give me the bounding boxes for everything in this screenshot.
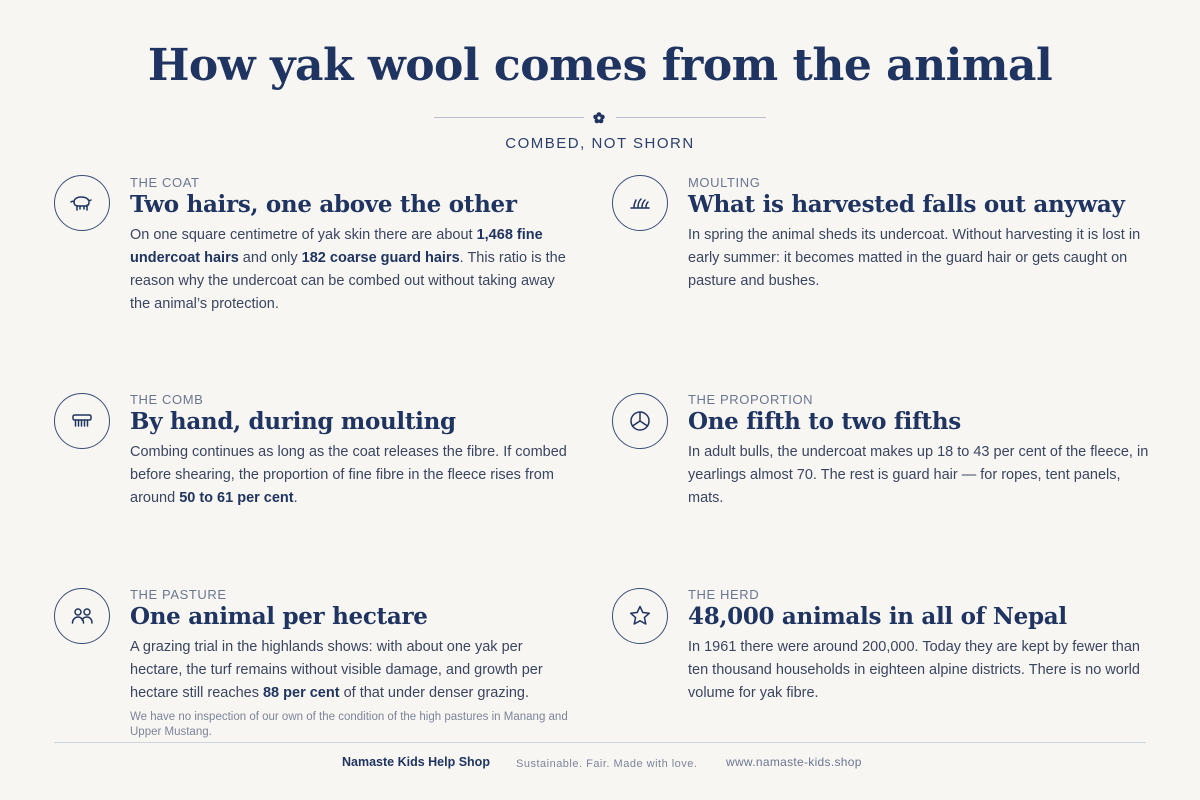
body-text: On one square centimetre of yak skin there are about xyxy=(130,227,477,243)
title-divider xyxy=(434,110,766,126)
card-body xyxy=(688,224,1158,293)
card-the-comb xyxy=(130,392,570,510)
card-body xyxy=(130,636,570,705)
star-icon xyxy=(627,603,653,629)
body-text: In 1961 there were around 200,000. Today they are kept by fewer than ten thousand households in eighteen alpine districts. There is no world volume for yak fibre. xyxy=(688,639,1140,701)
people-icon-badge xyxy=(54,588,110,644)
card-kicker: THE PASTURE xyxy=(130,587,227,602)
body-text: In adult bulls, the undercoat makes up 18 to 43 per cent of the fleece, in yearlings almost 70. The rest is guard hair — for ropes, tent panels, mats. xyxy=(688,444,1149,506)
card-kicker: THE PROPORTION xyxy=(688,392,814,407)
highlight-figure: 1,468 fine undercoat hairs xyxy=(130,227,543,266)
yak-icon xyxy=(69,190,95,216)
card-the-pasture xyxy=(130,587,570,740)
body-text: In spring the animal sheds its undercoat. Without harvesting it is lost in early summer: it becomes matted in the guard hair or gets caught on pasture and bushes. xyxy=(688,227,1141,289)
card-body xyxy=(130,441,570,510)
footer-tagline: Sustainable. Fair. Made with love. xyxy=(516,758,698,770)
flower-ornament-icon xyxy=(591,110,607,126)
card-heading: One fifth to two fifths xyxy=(688,408,961,435)
card-body xyxy=(688,636,1158,705)
card-the-herd xyxy=(688,587,1158,705)
yak-icon-badge xyxy=(54,175,110,231)
card-kicker: THE COAT xyxy=(130,175,200,190)
highlight-figure: 182 coarse guard hairs xyxy=(301,250,460,266)
comb-icon-badge xyxy=(54,393,110,449)
body-text: and only xyxy=(238,250,302,266)
card-heading: 48,000 animals in all of Nepal xyxy=(688,603,1067,630)
star-icon-badge xyxy=(612,588,668,644)
grass-icon xyxy=(627,190,653,216)
footer-url-link[interactable]: www.namaste-kids.shop xyxy=(726,755,862,769)
pie-chart-icon xyxy=(627,408,653,434)
body-text: A grazing trial in the highlands shows: with about one yak per hectare, the turf remains without visible damage, and growth per hectare still reaches xyxy=(130,639,543,701)
card-the-proportion xyxy=(688,392,1158,510)
card-kicker: MOULTING xyxy=(688,175,761,190)
page-subtitle: COMBED, NOT SHORN xyxy=(505,135,695,152)
card-heading: By hand, during moulting xyxy=(130,408,456,435)
card-heading: What is harvested falls out anyway xyxy=(688,191,1125,218)
card-the-coat xyxy=(130,175,570,316)
highlight-figure: 50 to 61 per cent xyxy=(179,490,294,506)
body-text: . xyxy=(293,490,298,506)
body-text: . This ratio is the reason why the undercoat can be combed out without taking away the animal’s protection. xyxy=(130,250,566,312)
body-text: of that under denser grazing. xyxy=(339,685,529,701)
card-heading: One animal per hectare xyxy=(130,603,428,630)
footer-brand: Namaste Kids Help Shop xyxy=(342,755,490,769)
card-moulting xyxy=(688,175,1158,293)
card-kicker: THE COMB xyxy=(130,392,204,407)
card-body xyxy=(130,224,570,316)
card-kicker: THE HERD xyxy=(688,587,760,602)
people-icon xyxy=(69,603,95,629)
highlight-figure: 88 per cent xyxy=(262,685,340,701)
card-heading: Two hairs, one above the other xyxy=(130,191,517,218)
comb-icon xyxy=(69,408,95,434)
pie-chart-icon-badge xyxy=(612,393,668,449)
page-title: How yak wool comes from the animal xyxy=(147,40,1053,91)
card-footnote: We have no inspection of our own of the condition of the high pastures in Manang and Upper Mustang. xyxy=(130,711,568,738)
card-body xyxy=(688,441,1158,510)
grass-icon-badge xyxy=(612,175,668,231)
footer-divider xyxy=(54,742,1146,743)
body-text: Combing continues as long as the coat releases the fibre. If combed before shearing, the proportion of fine fibre in the fleece rises from around xyxy=(130,444,567,506)
